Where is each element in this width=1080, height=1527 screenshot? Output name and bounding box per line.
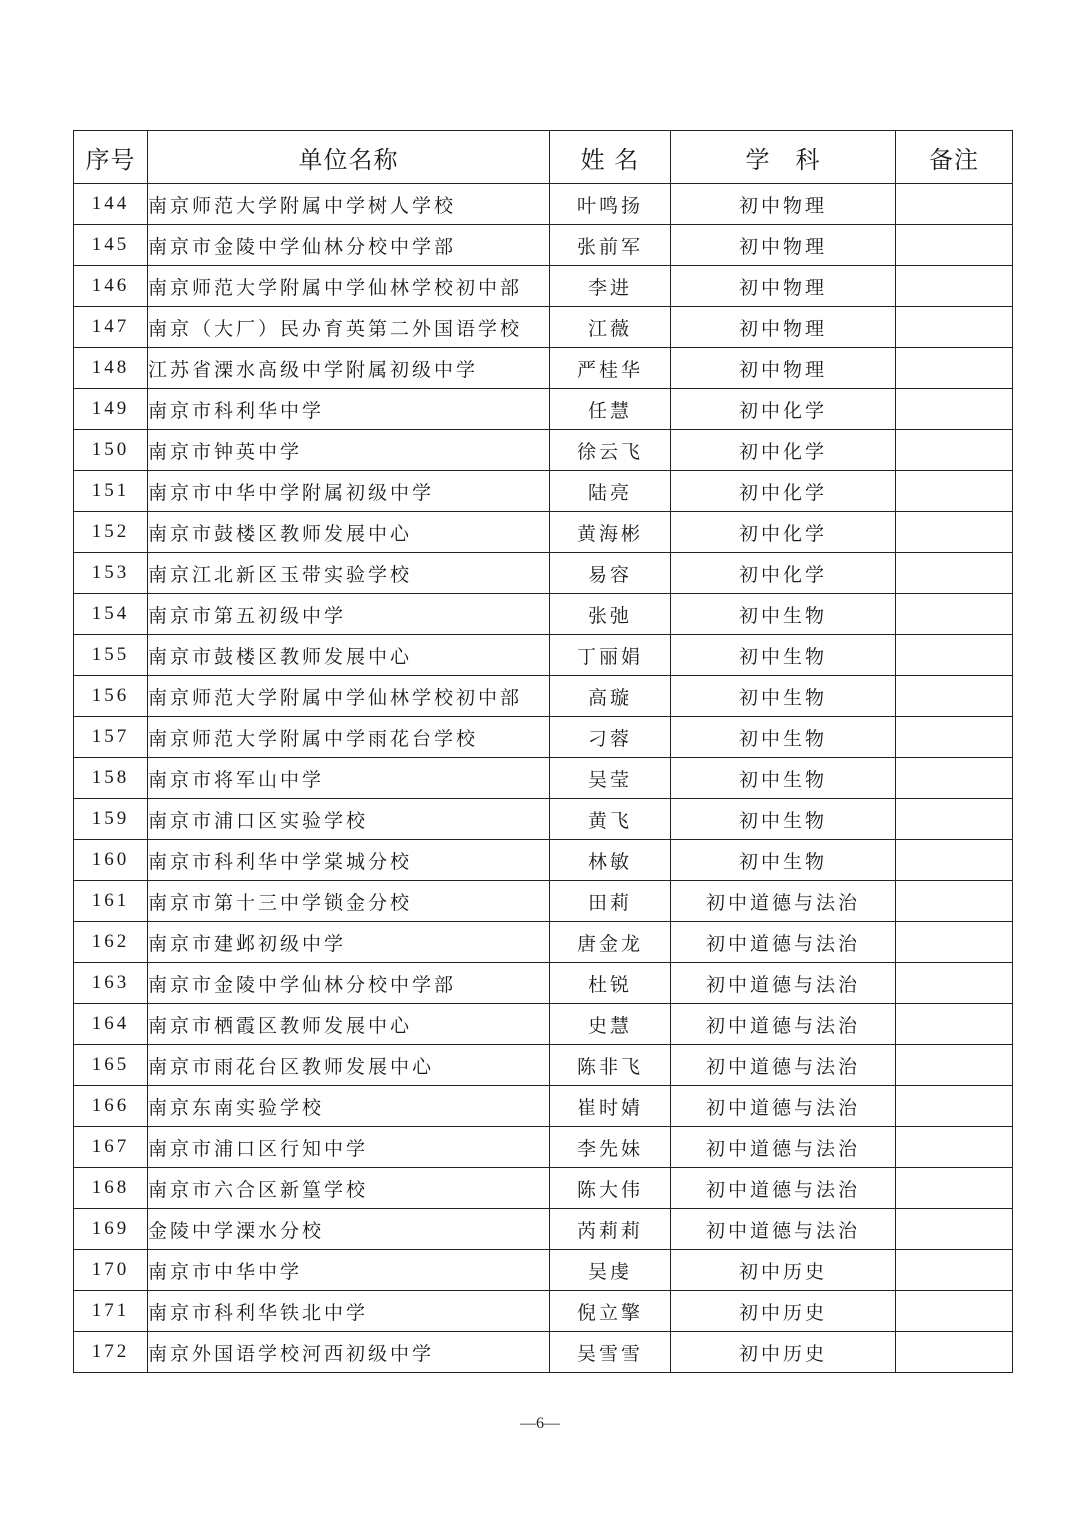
cell-unit: 南京东南实验学校 xyxy=(148,1086,550,1127)
cell-note xyxy=(896,717,1013,758)
cell-name: 史慧 xyxy=(550,1004,671,1045)
table-row xyxy=(74,676,1013,717)
cell-name: 陈非飞 xyxy=(550,1045,671,1086)
table-row xyxy=(74,307,1013,348)
cell-note xyxy=(896,963,1013,1004)
cell-unit: 南京师范大学附属中学树人学校 xyxy=(148,184,550,225)
cell-note xyxy=(896,389,1013,430)
cell-index: 161 xyxy=(74,881,148,922)
cell-note xyxy=(896,307,1013,348)
cell-subject: 初中生物 xyxy=(671,594,896,635)
cell-note xyxy=(896,1332,1013,1373)
cell-subject: 初中化学 xyxy=(671,553,896,594)
table-row xyxy=(74,553,1013,594)
cell-unit: 南京市中华中学 xyxy=(148,1250,550,1291)
cell-name: 叶鸣扬 xyxy=(550,184,671,225)
cell-note xyxy=(896,1045,1013,1086)
cell-index: 153 xyxy=(74,553,148,594)
cell-index: 155 xyxy=(74,635,148,676)
header-unit: 单位名称 xyxy=(148,131,550,184)
cell-note xyxy=(896,266,1013,307)
cell-subject: 初中化学 xyxy=(671,389,896,430)
cell-index: 156 xyxy=(74,676,148,717)
table-row xyxy=(74,881,1013,922)
table-body xyxy=(74,184,1013,1373)
cell-index: 169 xyxy=(74,1209,148,1250)
cell-index: 149 xyxy=(74,389,148,430)
cell-note xyxy=(896,348,1013,389)
cell-note xyxy=(896,1291,1013,1332)
table-row xyxy=(74,635,1013,676)
cell-note xyxy=(896,799,1013,840)
cell-index: 146 xyxy=(74,266,148,307)
cell-index: 148 xyxy=(74,348,148,389)
table-row xyxy=(74,471,1013,512)
cell-name: 吴莹 xyxy=(550,758,671,799)
cell-unit: 南京市金陵中学仙林分校中学部 xyxy=(148,963,550,1004)
cell-note xyxy=(896,1250,1013,1291)
cell-unit: 南京市雨花台区教师发展中心 xyxy=(148,1045,550,1086)
table-row xyxy=(74,963,1013,1004)
cell-unit: 江苏省溧水高级中学附属初级中学 xyxy=(148,348,550,389)
cell-note xyxy=(896,553,1013,594)
cell-unit: 南京师范大学附属中学仙林学校初中部 xyxy=(148,676,550,717)
table-row xyxy=(74,1209,1013,1250)
cell-subject: 初中生物 xyxy=(671,676,896,717)
page-number: —6— xyxy=(520,1415,560,1432)
cell-subject: 初中物理 xyxy=(671,307,896,348)
cell-unit: 南京（大厂）民办育英第二外国语学校 xyxy=(148,307,550,348)
table-row xyxy=(74,348,1013,389)
table-row xyxy=(74,389,1013,430)
cell-note xyxy=(896,1168,1013,1209)
cell-unit: 南京市六合区新篁学校 xyxy=(148,1168,550,1209)
cell-name: 丁丽娟 xyxy=(550,635,671,676)
cell-subject: 初中生物 xyxy=(671,840,896,881)
cell-subject: 初中道德与法治 xyxy=(671,881,896,922)
header-name: 姓 名 xyxy=(550,131,671,184)
cell-subject: 初中生物 xyxy=(671,799,896,840)
cell-subject: 初中物理 xyxy=(671,184,896,225)
cell-unit: 南京市鼓楼区教师发展中心 xyxy=(148,635,550,676)
table-row xyxy=(74,922,1013,963)
cell-subject: 初中道德与法治 xyxy=(671,1127,896,1168)
cell-subject: 初中物理 xyxy=(671,266,896,307)
cell-unit: 南京外国语学校河西初级中学 xyxy=(148,1332,550,1373)
table-row xyxy=(74,266,1013,307)
cell-name: 任慧 xyxy=(550,389,671,430)
cell-subject: 初中生物 xyxy=(671,635,896,676)
table-row xyxy=(74,1168,1013,1209)
cell-unit: 南京市建邺初级中学 xyxy=(148,922,550,963)
cell-unit: 南京市将军山中学 xyxy=(148,758,550,799)
cell-subject: 初中历史 xyxy=(671,1250,896,1291)
cell-index: 171 xyxy=(74,1291,148,1332)
cell-index: 145 xyxy=(74,225,148,266)
cell-index: 144 xyxy=(74,184,148,225)
cell-index: 154 xyxy=(74,594,148,635)
cell-index: 159 xyxy=(74,799,148,840)
cell-subject: 初中道德与法治 xyxy=(671,1086,896,1127)
cell-name: 易容 xyxy=(550,553,671,594)
table-row xyxy=(74,758,1013,799)
cell-subject: 初中道德与法治 xyxy=(671,922,896,963)
cell-name: 严桂华 xyxy=(550,348,671,389)
table-row xyxy=(74,594,1013,635)
cell-unit: 金陵中学溧水分校 xyxy=(148,1209,550,1250)
table-row xyxy=(74,1086,1013,1127)
cell-subject: 初中道德与法治 xyxy=(671,1209,896,1250)
table-row xyxy=(74,1004,1013,1045)
cell-unit: 南京师范大学附属中学仙林学校初中部 xyxy=(148,266,550,307)
table-row xyxy=(74,1291,1013,1332)
cell-name: 李进 xyxy=(550,266,671,307)
cell-name: 芮莉莉 xyxy=(550,1209,671,1250)
cell-note xyxy=(896,471,1013,512)
cell-unit: 南京师范大学附属中学雨花台学校 xyxy=(148,717,550,758)
cell-note xyxy=(896,225,1013,266)
cell-name: 倪立擎 xyxy=(550,1291,671,1332)
cell-note xyxy=(896,676,1013,717)
cell-index: 151 xyxy=(74,471,148,512)
cell-index: 147 xyxy=(74,307,148,348)
cell-name: 杜锐 xyxy=(550,963,671,1004)
table-row xyxy=(74,1332,1013,1373)
cell-subject: 初中物理 xyxy=(671,348,896,389)
cell-index: 152 xyxy=(74,512,148,553)
cell-index: 168 xyxy=(74,1168,148,1209)
cell-unit: 南京市科利华铁北中学 xyxy=(148,1291,550,1332)
cell-index: 150 xyxy=(74,430,148,471)
cell-note xyxy=(896,922,1013,963)
cell-note xyxy=(896,1086,1013,1127)
cell-name: 高璇 xyxy=(550,676,671,717)
cell-name: 江薇 xyxy=(550,307,671,348)
cell-name: 田莉 xyxy=(550,881,671,922)
cell-index: 162 xyxy=(74,922,148,963)
cell-note xyxy=(896,758,1013,799)
cell-note xyxy=(896,512,1013,553)
cell-index: 164 xyxy=(74,1004,148,1045)
cell-subject: 初中生物 xyxy=(671,758,896,799)
cell-name: 徐云飞 xyxy=(550,430,671,471)
cell-unit: 南京市第五初级中学 xyxy=(148,594,550,635)
cell-note xyxy=(896,594,1013,635)
cell-unit: 南京市第十三中学锁金分校 xyxy=(148,881,550,922)
cell-unit: 南京市浦口区实验学校 xyxy=(148,799,550,840)
cell-index: 166 xyxy=(74,1086,148,1127)
cell-note xyxy=(896,184,1013,225)
cell-index: 172 xyxy=(74,1332,148,1373)
cell-unit: 南京市钟英中学 xyxy=(148,430,550,471)
header-index: 序号 xyxy=(74,131,148,184)
cell-name: 吴雪雪 xyxy=(550,1332,671,1373)
table-row xyxy=(74,430,1013,471)
cell-note xyxy=(896,881,1013,922)
cell-name: 刁蓉 xyxy=(550,717,671,758)
cell-subject: 初中化学 xyxy=(671,430,896,471)
cell-unit: 南京市栖霞区教师发展中心 xyxy=(148,1004,550,1045)
cell-subject: 初中道德与法治 xyxy=(671,1004,896,1045)
header-row xyxy=(74,131,1013,184)
cell-index: 160 xyxy=(74,840,148,881)
cell-name: 陈大伟 xyxy=(550,1168,671,1209)
cell-unit: 南京江北新区玉带实验学校 xyxy=(148,553,550,594)
cell-index: 165 xyxy=(74,1045,148,1086)
cell-subject: 初中道德与法治 xyxy=(671,963,896,1004)
table-row xyxy=(74,1045,1013,1086)
roster-table xyxy=(73,130,1013,1373)
cell-subject: 初中化学 xyxy=(671,471,896,512)
cell-name: 张前军 xyxy=(550,225,671,266)
cell-note xyxy=(896,635,1013,676)
cell-name: 崔时婧 xyxy=(550,1086,671,1127)
header-note: 备注 xyxy=(896,131,1013,184)
cell-index: 167 xyxy=(74,1127,148,1168)
cell-unit: 南京市科利华中学棠城分校 xyxy=(148,840,550,881)
cell-note xyxy=(896,840,1013,881)
cell-name: 唐金龙 xyxy=(550,922,671,963)
table-row xyxy=(74,225,1013,266)
cell-name: 黄海彬 xyxy=(550,512,671,553)
cell-subject: 初中生物 xyxy=(671,717,896,758)
table-row xyxy=(74,717,1013,758)
cell-index: 163 xyxy=(74,963,148,1004)
cell-note xyxy=(896,1209,1013,1250)
cell-note xyxy=(896,1127,1013,1168)
cell-index: 158 xyxy=(74,758,148,799)
cell-unit: 南京市鼓楼区教师发展中心 xyxy=(148,512,550,553)
cell-subject: 初中道德与法治 xyxy=(671,1168,896,1209)
cell-name: 吴虔 xyxy=(550,1250,671,1291)
cell-name: 陆亮 xyxy=(550,471,671,512)
cell-name: 李先妹 xyxy=(550,1127,671,1168)
table-row xyxy=(74,1127,1013,1168)
cell-name: 张弛 xyxy=(550,594,671,635)
cell-subject: 初中历史 xyxy=(671,1291,896,1332)
cell-note xyxy=(896,1004,1013,1045)
table-row xyxy=(74,1250,1013,1291)
cell-unit: 南京市中华中学附属初级中学 xyxy=(148,471,550,512)
header-subject: 学 科 xyxy=(671,131,896,184)
table-row xyxy=(74,512,1013,553)
cell-subject: 初中化学 xyxy=(671,512,896,553)
cell-note xyxy=(896,430,1013,471)
table-row xyxy=(74,799,1013,840)
cell-index: 170 xyxy=(74,1250,148,1291)
table-row xyxy=(74,840,1013,881)
cell-unit: 南京市金陵中学仙林分校中学部 xyxy=(148,225,550,266)
cell-name: 林敏 xyxy=(550,840,671,881)
cell-index: 157 xyxy=(74,717,148,758)
cell-subject: 初中历史 xyxy=(671,1332,896,1373)
cell-subject: 初中道德与法治 xyxy=(671,1045,896,1086)
cell-unit: 南京市科利华中学 xyxy=(148,389,550,430)
cell-subject: 初中物理 xyxy=(671,225,896,266)
cell-unit: 南京市浦口区行知中学 xyxy=(148,1127,550,1168)
table-header xyxy=(74,131,1013,184)
table-row xyxy=(74,184,1013,225)
cell-name: 黄飞 xyxy=(550,799,671,840)
